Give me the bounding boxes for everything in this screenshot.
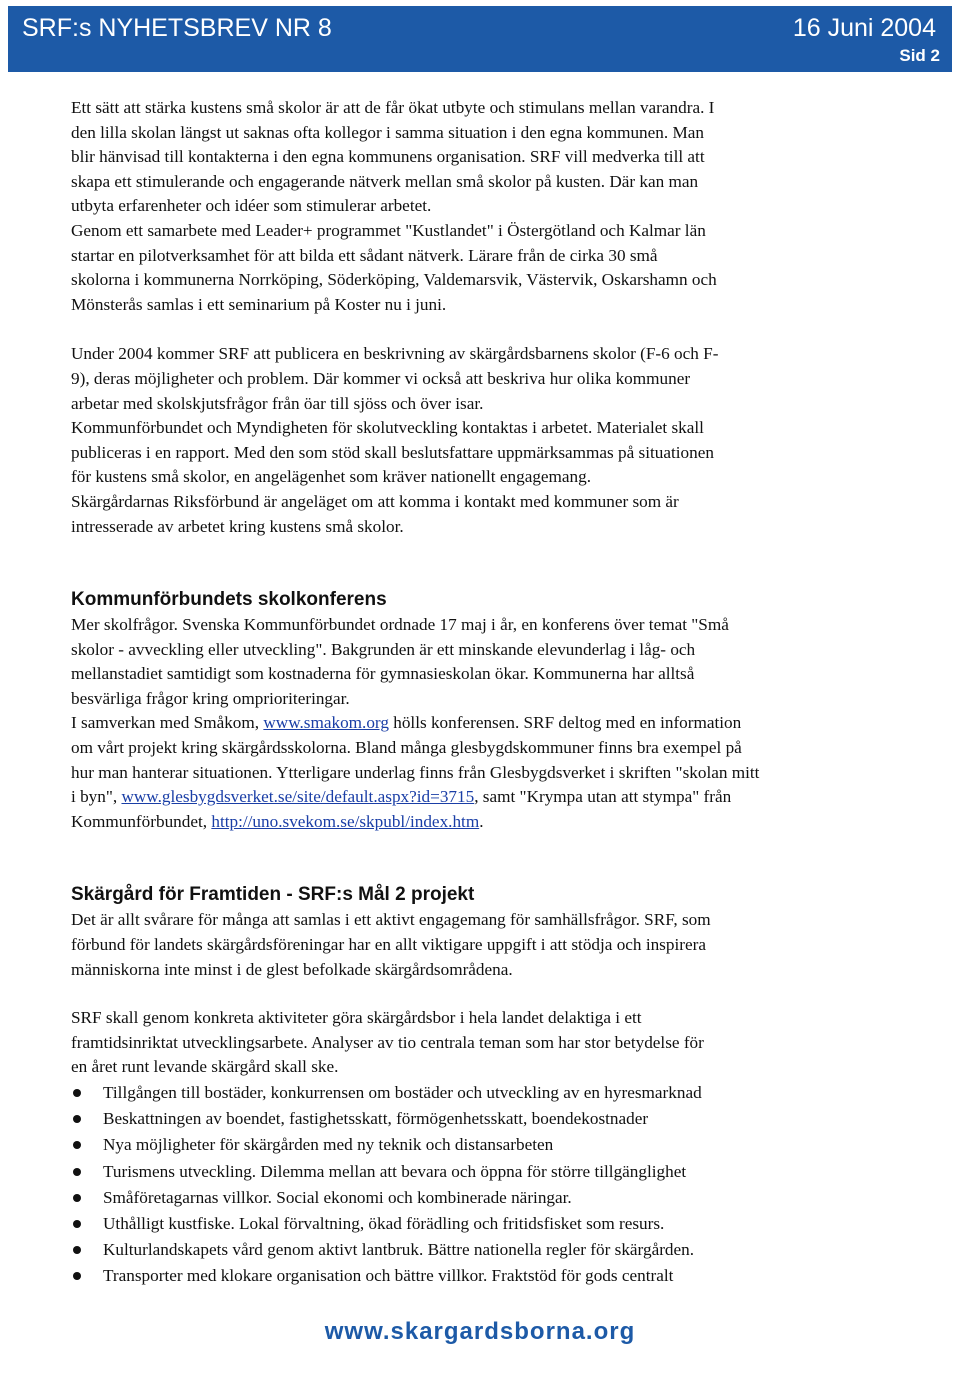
- section-heading-kommunforbundet: Kommunförbundets skolkonferens: [71, 589, 387, 611]
- list-item: Kulturlandskapets vård genom aktivt lantbruk. Bättre nationella regler för skärgården.: [71, 1237, 939, 1263]
- list-item: Tillgången till bostäder, konkurrensen om bostäder och utveckling av en hyresmarknad: [71, 1080, 939, 1106]
- section-skargard-paragraph-2: SRF skall genom konkreta aktiviteter göra skärgårdsbor i hela landet delaktiga i ett framtidsinriktat utvecklingsarbete. Analyser av tio centrala teman som har stor betydelse för en året runt levande skärgård skall ske.: [71, 1008, 704, 1077]
- list-item: Uthålligt kustfiske. Lokal förvaltning, ökad förädling och fritidsfisket som resurs.: [71, 1211, 939, 1237]
- list-item: Transporter med klokare organisation och bättre villkor. Fraktstöd för gods centralt: [71, 1263, 939, 1289]
- newsletter-header: [8, 6, 952, 72]
- page-number: Sid 2: [899, 46, 940, 65]
- glesbygdsverket-link[interactable]: www.glesbygdsverket.se/site/default.aspx?id=3715: [121, 787, 475, 807]
- list-item: Nya möjligheter för skärgården med ny teknik och distansarbeten: [71, 1132, 939, 1158]
- section-skargard-paragraph-1: Det är allt svårare för många att samlas i ett aktivt engagemang för samhällsfrågor. SRF, som förbund för landets skärgårdsföreningar har en allt viktigare uppgift i att stödja och inspirera människorna inte minst i de glest befolkade skärgårdsområdena.: [71, 910, 711, 979]
- smakom-link[interactable]: www.smakom.org: [263, 713, 389, 733]
- website-footer: www.skargardsborna.org: [324, 1318, 636, 1345]
- intro-paragraph-2: Under 2004 kommer SRF att publicera en beskrivning av skärgårdsbarnens skolor (F-6 och F- 9), deras möjligheter och problem. Där kommer vi också att beskriva hur olika kommuner arbetar med skolskjutsfrågor från öar till sjöss och över isar. Kommunförbundet och Myndigheten för skolutveckling kontaktas i arbetet. Materialet skall publiceras i en rapport. Med den som stöd skall beslutsfattare uppmärksammas på situationen för kustens små skolor, en angelägenhet som kräver nationellt engagemang. Skärgårdarnas Riksförbund är angeläget om att komma i kontakt med kommuner som är intresserade av arbetet kring kustens små skolor.: [71, 344, 719, 536]
- svekom-link[interactable]: http://uno.svekom.se/skpubl/index.htm: [211, 811, 480, 831]
- list-item: Småföretagarnas villkor. Social ekonomi och kombinerade näringar.: [71, 1185, 939, 1211]
- theme-list: [71, 1080, 939, 1290]
- list-item: Beskattningen av boendet, fastighetsskatt, förmögenhetsskatt, boendekostnader: [71, 1106, 939, 1132]
- list-item: Turismens utveckling. Dilemma mellan att bevara och öppna för större tillgänglighet: [71, 1159, 939, 1185]
- section-heading-skargard: Skärgård för Framtiden - SRF:s Mål 2 projekt: [71, 884, 475, 906]
- intro-paragraph-1: Ett sätt att stärka kustens små skolor är att de får ökat utbyte och stimulans mellan varandra. I den lilla skolan längst ut saknas ofta kollegor i samma situation i den egna kommunen. Man blir hänvisad till kontakterna i den egna kommunens organisation. SRF vill medverka till att skapa ett stimulerande och engagerande nätverk mellan små skolor på kusten. Där kan man utbyta erfarenheter och idéer som stimulerar arbetet. Genom ett samarbete med Leader+ programmet "Kustlandet" i Östergötland och Kalmar län startar en pilotverksamhet för att bilda ett sådant nätverk. Lärare från de cirka 30 små skolorna i kommunerna Norrköping, Söderköping, Valdemarsvik, Västervik, Oskarshamn och Mönsterås samlas i ett seminarium på Koster nu i juni.: [71, 98, 717, 314]
- section-kommunforbundet-text: Mer skolfrågor. Svenska Kommunförbundet ordnade 17 maj i år, en konferens över temat "Små skolor - avveckling eller utveckling". Bakgrunden är ett minskande elevunderlag i låg- och mellanstadiet samtidigt som kostnaderna för gymnasieskolan ökar. Kommunerna har alltså besvärliga frågor kring omprioriteringar. I samverkan med Småkom, www.smakom.org hölls konferensen. SRF deltog med en information om vårt projekt kring skärgårdsskolorna. Bland många glesbygdskommuner finns bra exempel på hur man hanterar situationen. Ytterligare underlag finns från Glesbygdsverket i skriften "skolan mitt i byn", www.glesbygdsverket.se/site/default.aspx?id=3715, samt "Krympa utan att stympa" från Kommunförbundet, http://uno.svekom.se/skpubl/index.htm.: [71, 615, 760, 831]
- article-body: [71, 96, 939, 1290]
- issue-date: 16 Juni 2004: [792, 14, 936, 42]
- newsletter-title: SRF:s NYHETSBREV NR 8: [22, 14, 332, 42]
